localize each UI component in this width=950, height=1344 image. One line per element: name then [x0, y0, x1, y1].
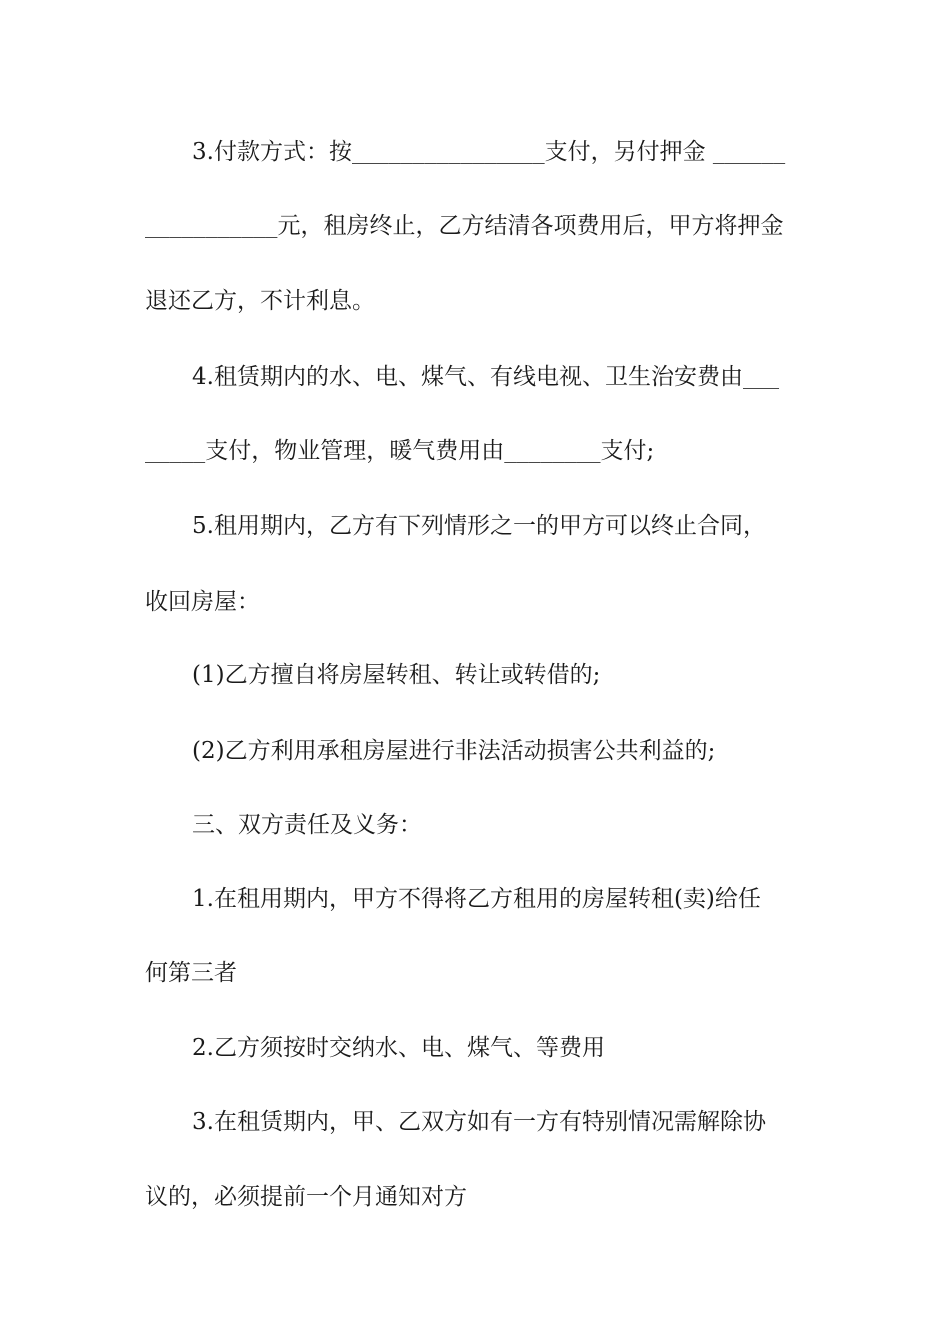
duty-1-line — [192, 879, 810, 919]
text: 退还乙方，不计利息。 — [145, 288, 375, 314]
text: 4.租赁期内的水、电、煤气、有线电视、卫生治安费由 — [192, 364, 743, 390]
text: 何第三者 — [145, 960, 237, 986]
text: 3.在租赁期内，甲、乙双方如有一方有特别情况需解除协 — [192, 1109, 766, 1135]
text: (2)乙方利用承租房屋进行非法活动损害公共利益的; — [192, 738, 716, 764]
text: 5.租用期内，乙方有下列情形之一的甲方可以终止合同， — [192, 513, 766, 539]
deposit-line — [145, 206, 810, 246]
text: 三、双方责任及义务： — [192, 812, 422, 838]
text: 收回房屋： — [145, 589, 260, 615]
fill-blank: _____ — [145, 439, 206, 463]
duty-3-line — [192, 1102, 810, 1142]
text: 2.乙方须按时交纳水、电、煤气、等费用 — [192, 1035, 605, 1061]
section-heading — [192, 805, 810, 845]
payment-method-line — [192, 132, 810, 172]
fill-blank: ___________ — [145, 214, 278, 238]
termination-item-1 — [192, 655, 810, 695]
text: 支付，物业管理，暖气费用由 — [205, 438, 505, 464]
text: 1.在租用期内，甲方不得将乙方租用的房屋转租(卖)给任 — [192, 886, 761, 912]
termination-item-2 — [192, 731, 810, 771]
text: 支付，另付押金 — [544, 139, 713, 165]
termination-clause-line — [192, 506, 810, 546]
text: 支付; — [600, 438, 655, 464]
property-management-line — [145, 431, 810, 471]
termination-clause-cont — [145, 582, 810, 622]
fill-blank: ______ — [712, 140, 786, 164]
deposit-refund-line — [145, 281, 810, 321]
text: 议的，必须提前一个月通知对方 — [145, 1184, 467, 1210]
fill-blank: ________________ — [351, 140, 545, 164]
text: 元，租房终止，乙方结清各项费用后，甲方将押金 — [277, 213, 784, 239]
text: 3.付款方式：按 — [192, 139, 352, 165]
duty-3-cont — [145, 1177, 810, 1217]
duty-1-cont — [145, 953, 810, 993]
duty-2-line — [192, 1028, 810, 1068]
fill-blank: ________ — [504, 439, 601, 463]
utilities-line — [192, 357, 810, 397]
text: (1)乙方擅自将房屋转租、转让或转借的; — [192, 662, 601, 688]
fill-blank: ___ — [742, 365, 780, 389]
